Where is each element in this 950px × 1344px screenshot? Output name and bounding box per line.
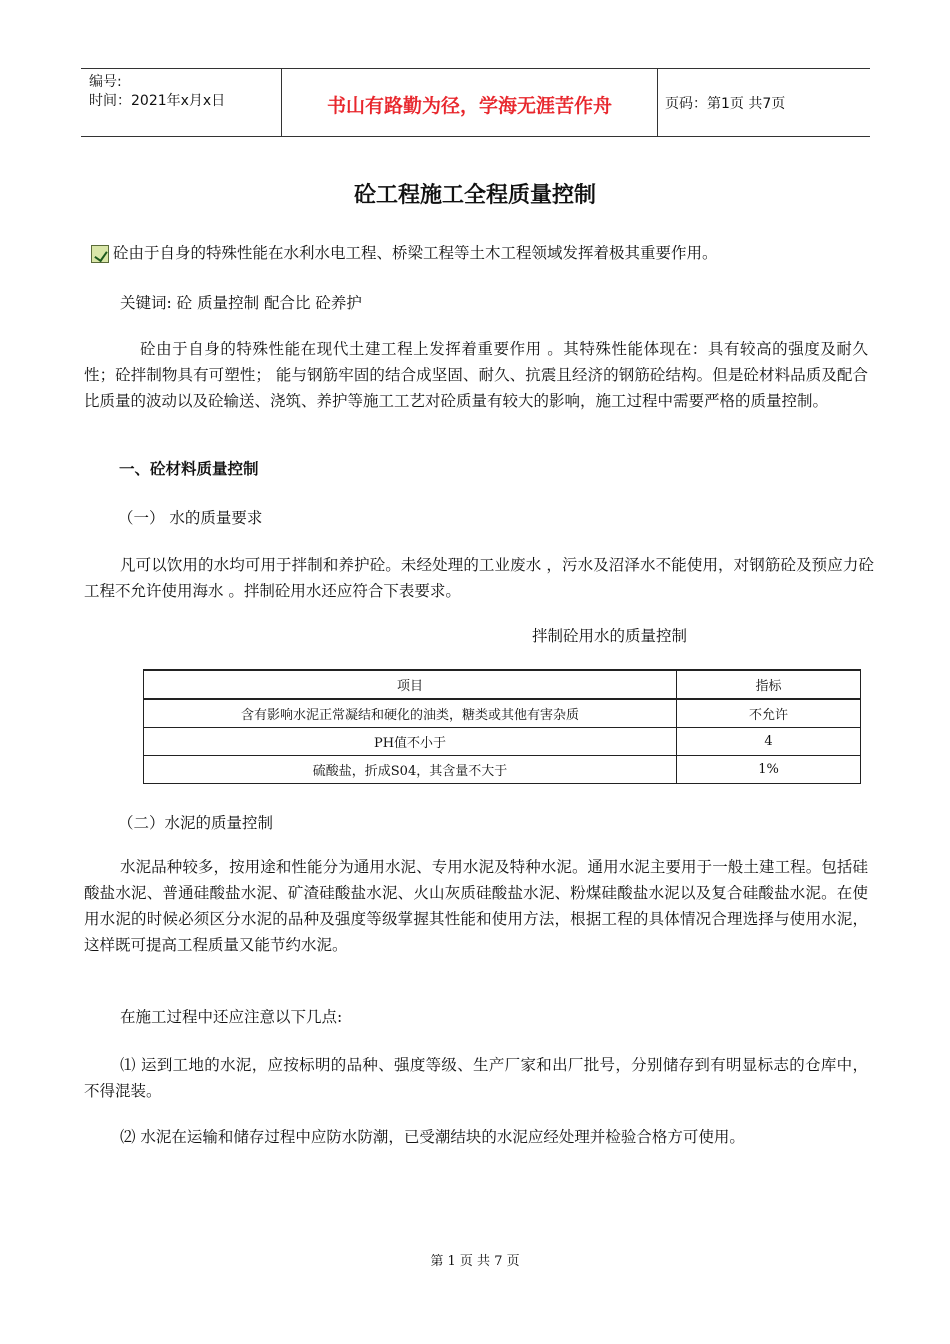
header-page-info: 页码：第1页 共7页	[665, 96, 786, 112]
header-meta	[89, 73, 225, 111]
keywords: 关键词: 砼 质量控制 配合比 砼养护	[120, 294, 362, 312]
table-cell: 不允许	[677, 699, 861, 728]
page-footer: 第 1 页 共 7 页	[430, 1254, 520, 1269]
table-cell: 1%	[677, 756, 861, 784]
table-row	[144, 756, 861, 784]
abstract: 砼由于自身的特殊性能在水利水电工程、桥梁工程等土木工程领域发挥着极其重要作用。	[113, 244, 718, 262]
table-header-row	[144, 670, 861, 699]
table-cell: 含有影响水泥正常凝结和硬化的油类，糖类或其他有害杂质	[144, 699, 677, 728]
notes-intro: 在施工过程中还应注意以下几点:	[120, 1008, 343, 1026]
water-paragraph: 凡可以饮用的水均可用于拌制和养护砼。未经处理的工业废水 ，污水及沼泽水不能使用，对钢筋砼及预应力砼工程不允许使用海水 。拌制砼用水还应符合下表要求。	[84, 556, 874, 600]
subsection-heading: （一） 水的质量要求	[118, 509, 263, 527]
number-label: 编号:	[89, 74, 122, 90]
table-caption: 拌制砼用水的质量控制	[532, 627, 688, 645]
table-cell: 4	[677, 728, 861, 756]
table-row	[144, 728, 861, 756]
intro-paragraph: 砼由于自身的特殊性能在现代土建工程上发挥着重要作用 。其特殊性能体现在：具有较高的强度及耐久性；砼拌制物具有可塑性； 能与钢筋牢固的结合成坚固、耐久、抗震且经济的钢筋砼结构。但是砼材料品质及配合比质量的波动以及砼输送、浇筑、养护等施工工艺对砼质量有较大的影响，施工过程中需要严格的质量控制。	[84, 340, 868, 410]
document-link-icon[interactable]	[91, 245, 109, 263]
table-header-cell: 指标	[677, 670, 861, 699]
table-cell: PH值不小于	[144, 728, 677, 756]
list-item: ⑵ 水泥在运输和储存过程中应防水防潮，已受潮结块的水泥应经处理并检验合格方可使用。	[120, 1128, 745, 1146]
section-heading: 一、砼材料质量控制	[119, 460, 259, 478]
table-row	[144, 699, 861, 728]
list-item: ⑴ 运到工地的水泥，应按标明的品种、强度等级、生产厂家和出厂批号，分别储存到有明显标志的仓库中，不得混装。	[84, 1056, 868, 1100]
water-quality-table	[143, 669, 861, 784]
page-header	[81, 68, 870, 137]
table-header-cell: 项目	[144, 670, 677, 699]
cement-paragraph: 水泥品种较多，按用途和性能分为通用水泥、专用水泥及特种水泥。通用水泥主要用于一般土建工程。包括硅酸盐水泥、普通硅酸盐水泥、矿渣硅酸盐水泥、火山灰质硅酸盐水泥、粉煤硅酸盐水泥以及复合硅酸盐水泥。在使用水泥的时候必须区分水泥的品种及强度等级掌握其性能和使用方法，根据工程的具体情况合理选择与使用水泥，这样既可提高工程质量又能节约水泥。	[84, 858, 868, 954]
header-divider	[657, 69, 658, 136]
time-label: 时间：2021年x月x日	[89, 93, 226, 109]
subsection-heading: （二）水泥的质量控制	[118, 814, 274, 832]
header-motto: 书山有路勤为径，学海无涯苦作舟	[326, 95, 612, 117]
table-cell: 硫酸盐，折成S04，其含量不大于	[144, 756, 677, 784]
document-title: 砼工程施工全程质量控制	[353, 183, 596, 208]
